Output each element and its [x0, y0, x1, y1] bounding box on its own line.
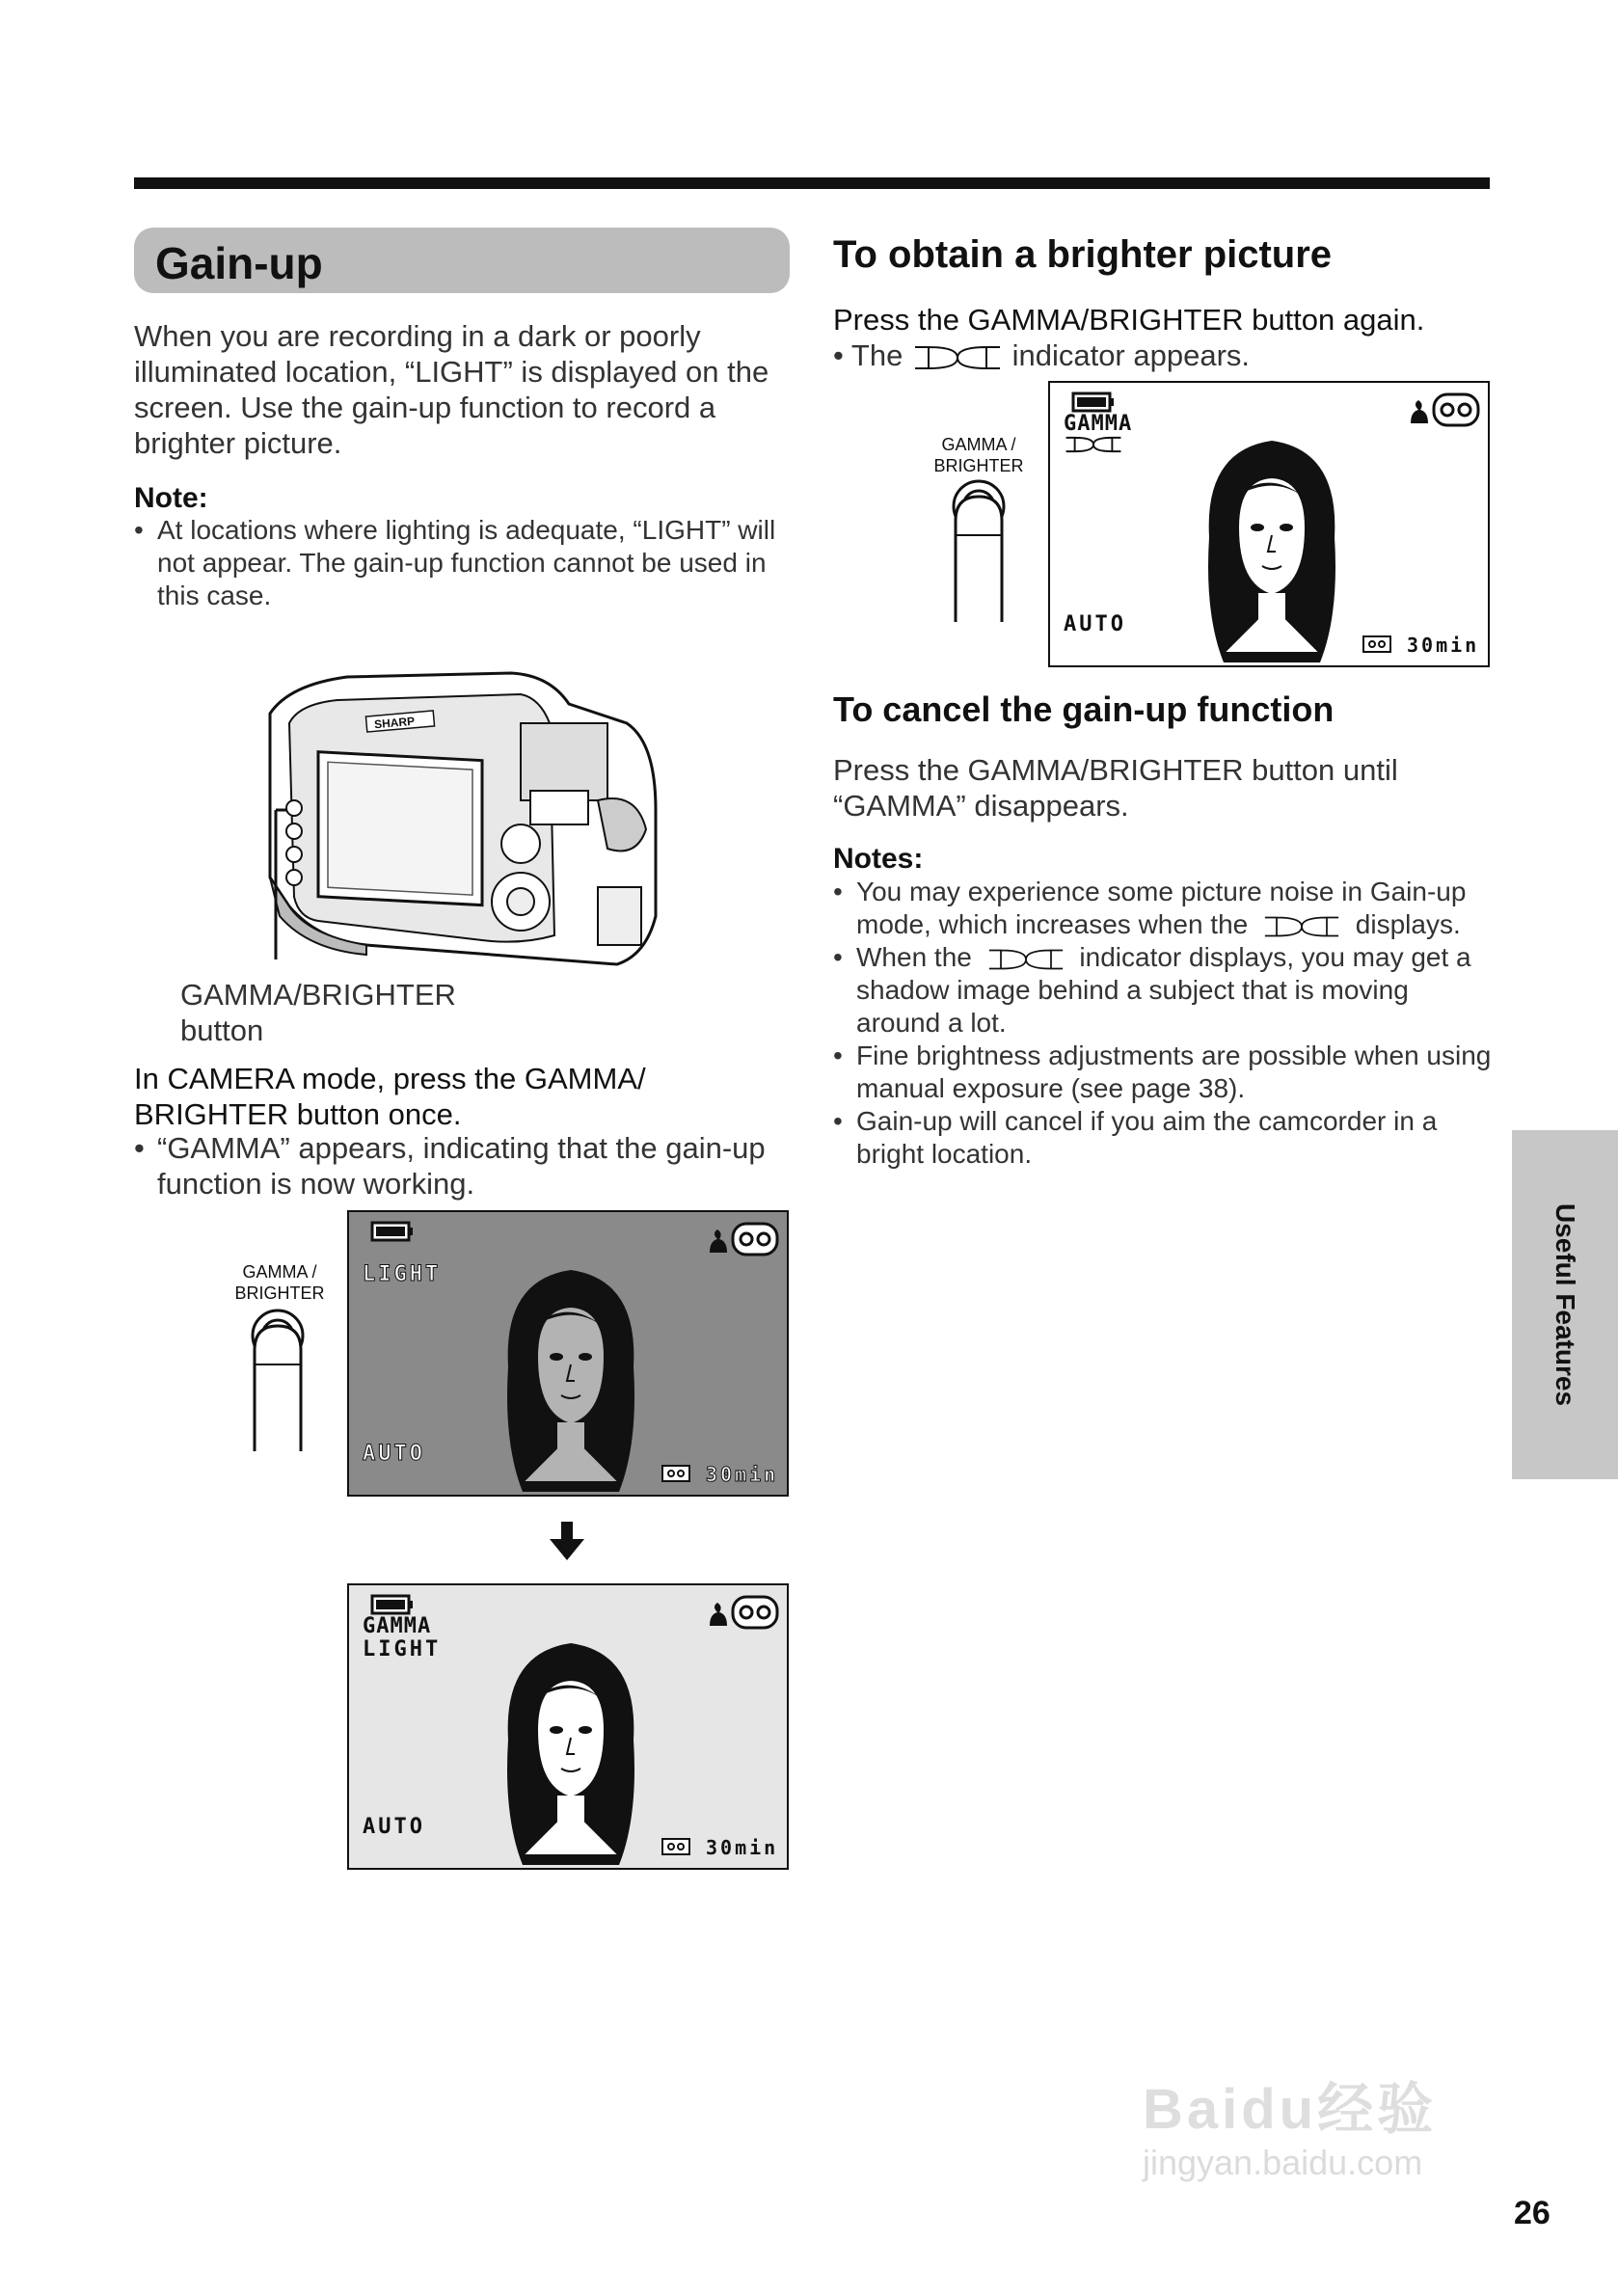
cancel-body: Press the GAMMA/BRIGHTER button until “GAMMA” disappears. — [833, 753, 1398, 823]
right-button-label-line1: GAMMA / — [941, 435, 1016, 454]
osd-gamma: GAMMA — [1064, 412, 1133, 436]
arrow-down-icon — [550, 1522, 584, 1560]
portrait-face-illustration — [465, 1624, 677, 1870]
side-tab — [1512, 1130, 1618, 1479]
osd-auto: AUTO — [363, 1442, 425, 1466]
bullet-pre: The — [850, 338, 903, 372]
brighter-lead: Press the GAMMA/BRIGHTER button again. — [833, 303, 1425, 337]
lcd-screen-gamma-light — [347, 1583, 789, 1870]
note1-post: displays. — [1355, 909, 1461, 939]
bullet-dot: • — [833, 338, 851, 372]
face-cassette-icon — [702, 1595, 779, 1630]
brighter-heading: To obtain a brighter picture — [833, 233, 1333, 276]
section-title: Gain-up — [155, 238, 323, 288]
right-button-label — [926, 434, 1032, 476]
note-item-2 — [833, 941, 1498, 1040]
note-item-4: • Gain-up will cancel if you aim the camcorder in a bright location. — [833, 1105, 1498, 1171]
battery-icon — [370, 1593, 415, 1616]
camera-callout-line1: GAMMA/BRIGHTER — [180, 978, 456, 1012]
note2-pre: When the — [856, 942, 972, 972]
note-item-1 — [833, 876, 1498, 941]
camera-gamma-button — [286, 800, 302, 816]
intro-text: When you are recording in a dark or poorly illuminated location, “LIGHT” is displayed on the screen. Use the gain-up function to record a brighter picture. — [134, 319, 769, 460]
section-heading-bar — [134, 228, 790, 293]
right-button-label-line2: BRIGHTER — [933, 456, 1024, 475]
osd-time: 30min — [706, 1836, 779, 1859]
watermark-url: jingyan.baidu.com — [1143, 2143, 1423, 2182]
osd-light: LIGHT — [363, 1262, 442, 1286]
bullet-post: indicator appears. — [1011, 338, 1251, 372]
notes-list — [833, 876, 1498, 1171]
camera-callout-line2: button — [180, 1013, 264, 1047]
brighter-indicator-icon — [980, 947, 1072, 972]
left-button-label-line1: GAMMA / — [242, 1262, 317, 1282]
osd-light: LIGHT — [363, 1637, 442, 1661]
finger-press-icon — [239, 1307, 316, 1451]
instruction-bullet: • “GAMMA” appears, indicating that the gain-up function is now working. — [134, 1130, 790, 1202]
left-button-label — [222, 1261, 337, 1304]
brighter-indicator-icon — [1255, 914, 1348, 939]
instruction-bullets — [134, 1130, 790, 1202]
side-tab-label: Useful Features — [1551, 1202, 1580, 1407]
osd-auto: AUTO — [1064, 612, 1126, 636]
battery-icon — [1071, 391, 1116, 414]
camera-brand-logo: SHARP — [373, 714, 416, 732]
cancel-heading: To cancel the gain-up function — [833, 689, 1335, 729]
note-item: • At locations where lighting is adequate, “LIGHT” will not appear. The gain-up function cannot be used in this case. — [134, 514, 790, 612]
top-rule — [134, 177, 1490, 189]
face-cassette-icon — [1403, 392, 1480, 427]
note-item-3: • Fine brightness adjustments are possible when using manual exposure (see page 38). — [833, 1040, 1498, 1105]
lcd-screen-gamma — [1048, 381, 1490, 667]
portrait-face-illustration — [1166, 421, 1378, 667]
camcorder-illustration — [231, 665, 675, 1013]
page-number: 26 — [1514, 2195, 1551, 2231]
brighter-indicator-icon — [1064, 435, 1123, 454]
lcd-screen-light — [347, 1210, 789, 1497]
note2-post: indicator displays, you may get a shadow image behind a subject that is moving around a lot. — [856, 942, 1471, 1038]
instruction-text: In CAMERA mode, press the GAMMA/ BRIGHTER button once. — [134, 1062, 646, 1131]
finger-press-icon — [940, 477, 1017, 622]
osd-gamma: GAMMA — [363, 1614, 432, 1638]
osd-time: 30min — [1407, 634, 1480, 657]
battery-icon — [370, 1220, 415, 1243]
osd-auto: AUTO — [363, 1815, 425, 1839]
brighter-bullet — [833, 338, 1412, 373]
note1-pre: You may experience some picture noise in Gain-up mode, which increases when the — [856, 877, 1467, 939]
brighter-indicator-icon — [911, 343, 1004, 372]
osd-time: 30min — [706, 1463, 779, 1486]
left-button-label-line2: BRIGHTER — [234, 1283, 325, 1303]
note-heading: Note: — [134, 482, 208, 514]
face-cassette-icon — [702, 1222, 779, 1256]
camera-callout — [180, 977, 470, 1048]
note-list — [134, 514, 790, 612]
portrait-face-illustration — [465, 1251, 677, 1497]
notes-heading: Notes: — [833, 843, 924, 875]
watermark-logo: Baidu经验 — [1143, 2078, 1438, 2141]
